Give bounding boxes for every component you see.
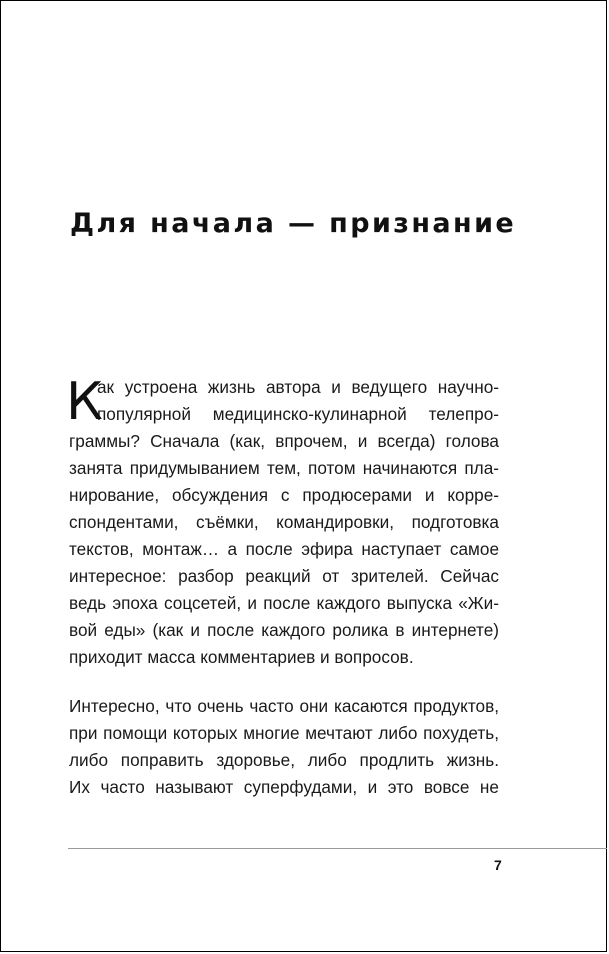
text-line: вой еды» (как и после каждого ролика в интернете) (69, 620, 499, 640)
text-line: граммы? Сначала (как, впрочем, и всегда) голова (69, 431, 499, 451)
text-line: интересное: разбор реакций от зрителей. Сейчас (69, 566, 499, 586)
text-line: при помощи которых многие мечтают либо похудеть, (69, 723, 499, 743)
text-line: спондентами, съёмки, командировки, подготовка (69, 512, 499, 532)
text-line: текстов, монтаж… а после эфира наступает самое (69, 539, 499, 559)
footer-divider (68, 848, 607, 849)
text-line: популярной медицинско-кулинарной телепро- (97, 404, 499, 424)
text-line: ведь эпоха соцсетей, и после каждого выпуска «Жи- (69, 593, 499, 613)
text-line: занята придумыванием тем, потом начинаются пла- (69, 458, 499, 478)
text-line: Интересно, что очень часто они касаются продуктов, (69, 696, 499, 716)
paragraph-1 (66, 372, 499, 671)
text-line: либо поправить здоровье, либо продлить жизнь. (69, 750, 499, 770)
page-number: 7 (494, 857, 502, 873)
text-line: ак устроена жизнь автора и ведущего научно- (97, 377, 499, 397)
chapter-title: Для начала — признание (70, 208, 517, 239)
text-line: Их часто называют суперфудами, и это вовсе не (69, 777, 499, 797)
text-line: нирование, обсуждения с продюсерами и корре- (69, 485, 499, 505)
paragraph-2 (69, 693, 499, 801)
text-line: приходит масса комментариев и вопросов. (69, 647, 414, 667)
drop-cap: К (66, 372, 103, 432)
